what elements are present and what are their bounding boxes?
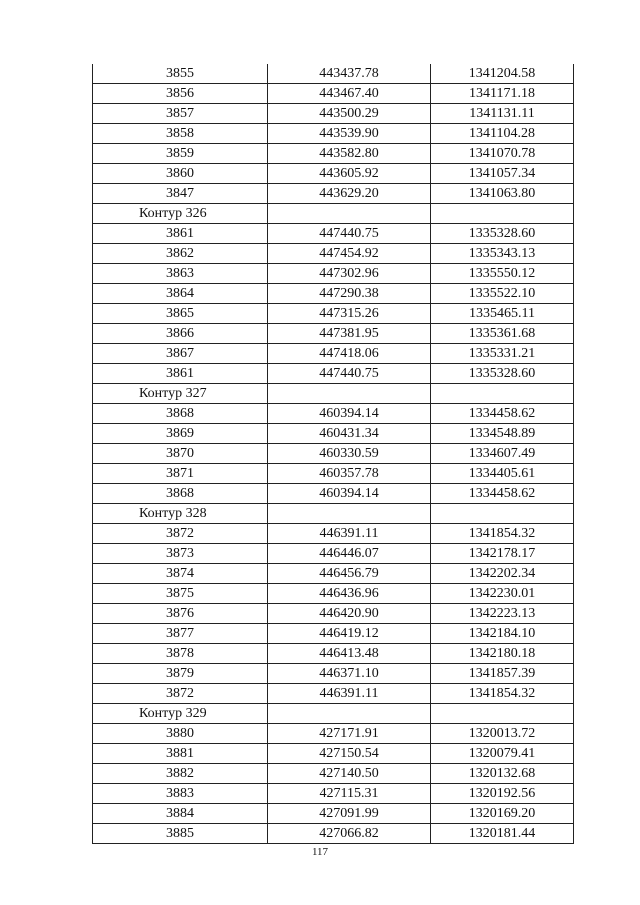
point-number-cell: 3873 — [93, 544, 268, 564]
x-coordinate-cell: 447440.75 — [268, 224, 431, 244]
y-coordinate-cell: 1342202.34 — [431, 564, 574, 584]
point-number-cell: 3869 — [93, 424, 268, 444]
x-coordinate-cell: 443605.92 — [268, 164, 431, 184]
empty-cell — [268, 704, 431, 724]
point-number-cell: 3884 — [93, 804, 268, 824]
y-coordinate-cell: 1334607.49 — [431, 444, 574, 464]
point-number-cell: 3882 — [93, 764, 268, 784]
y-coordinate-cell: 1335328.60 — [431, 224, 574, 244]
empty-cell — [431, 384, 574, 404]
table-row — [93, 404, 574, 424]
table-row — [93, 184, 574, 204]
x-coordinate-cell: 460394.14 — [268, 484, 431, 504]
y-coordinate-cell: 1334458.62 — [431, 404, 574, 424]
x-coordinate-cell: 446391.11 — [268, 684, 431, 704]
x-coordinate-cell: 443582.80 — [268, 144, 431, 164]
x-coordinate-cell: 446371.10 — [268, 664, 431, 684]
y-coordinate-cell: 1335465.11 — [431, 304, 574, 324]
contour-label: Контур 326 — [93, 204, 268, 224]
y-coordinate-cell: 1335343.13 — [431, 244, 574, 264]
x-coordinate-cell: 460431.34 — [268, 424, 431, 444]
point-number-cell: 3866 — [93, 324, 268, 344]
point-number-cell: 3877 — [93, 624, 268, 644]
table-row — [93, 724, 574, 744]
point-number-cell: 3858 — [93, 124, 268, 144]
table-row — [93, 124, 574, 144]
point-number-cell: 3876 — [93, 604, 268, 624]
x-coordinate-cell: 460394.14 — [268, 404, 431, 424]
point-number-cell: 3861 — [93, 224, 268, 244]
point-number-cell: 3862 — [93, 244, 268, 264]
empty-cell — [268, 384, 431, 404]
table-row — [93, 744, 574, 764]
table-row — [93, 524, 574, 544]
point-number-cell: 3868 — [93, 484, 268, 504]
table-row — [93, 584, 574, 604]
point-number-cell: 3870 — [93, 444, 268, 464]
y-coordinate-cell: 1341131.11 — [431, 104, 574, 124]
y-coordinate-cell: 1341857.39 — [431, 664, 574, 684]
y-coordinate-cell: 1335550.12 — [431, 264, 574, 284]
table-row — [93, 564, 574, 584]
point-number-cell: 3864 — [93, 284, 268, 304]
empty-cell — [431, 204, 574, 224]
contour-label: Контур 328 — [93, 504, 268, 524]
x-coordinate-cell: 443437.78 — [268, 64, 431, 84]
x-coordinate-cell: 447302.96 — [268, 264, 431, 284]
contour-header-row — [93, 704, 574, 724]
y-coordinate-cell: 1320013.72 — [431, 724, 574, 744]
contour-header-row — [93, 384, 574, 404]
point-number-cell: 3885 — [93, 824, 268, 844]
page-number: 117 — [311, 846, 329, 858]
x-coordinate-cell: 447290.38 — [268, 284, 431, 304]
point-number-cell: 3857 — [93, 104, 268, 124]
empty-cell — [431, 704, 574, 724]
x-coordinate-cell: 447454.92 — [268, 244, 431, 264]
y-coordinate-cell: 1334405.61 — [431, 464, 574, 484]
table-row — [93, 464, 574, 484]
table-row — [93, 624, 574, 644]
y-coordinate-cell: 1320181.44 — [431, 824, 574, 844]
y-coordinate-cell: 1320079.41 — [431, 744, 574, 764]
table-row — [93, 484, 574, 504]
table-row — [93, 244, 574, 264]
point-number-cell: 3860 — [93, 164, 268, 184]
y-coordinate-cell: 1342223.13 — [431, 604, 574, 624]
y-coordinate-cell: 1320192.56 — [431, 784, 574, 804]
y-coordinate-cell: 1342230.01 — [431, 584, 574, 604]
point-number-cell: 3871 — [93, 464, 268, 484]
y-coordinate-cell: 1341854.32 — [431, 524, 574, 544]
x-coordinate-cell: 427091.99 — [268, 804, 431, 824]
point-number-cell: 3883 — [93, 784, 268, 804]
x-coordinate-cell: 427171.91 — [268, 724, 431, 744]
y-coordinate-cell: 1341171.18 — [431, 84, 574, 104]
x-coordinate-cell: 427150.54 — [268, 744, 431, 764]
x-coordinate-cell: 447440.75 — [268, 364, 431, 384]
table-row — [93, 364, 574, 384]
point-number-cell: 3875 — [93, 584, 268, 604]
contour-header-row — [93, 204, 574, 224]
y-coordinate-cell: 1341104.28 — [431, 124, 574, 144]
x-coordinate-cell: 447315.26 — [268, 304, 431, 324]
table-row — [93, 764, 574, 784]
table-row — [93, 424, 574, 444]
contour-label: Контур 327 — [93, 384, 268, 404]
x-coordinate-cell: 447381.95 — [268, 324, 431, 344]
contour-header-row — [93, 504, 574, 524]
point-number-cell: 3847 — [93, 184, 268, 204]
y-coordinate-cell: 1335331.21 — [431, 344, 574, 364]
point-number-cell: 3872 — [93, 524, 268, 544]
table-row — [93, 224, 574, 244]
y-coordinate-cell: 1320169.20 — [431, 804, 574, 824]
table-row — [93, 344, 574, 364]
table-row — [93, 84, 574, 104]
y-coordinate-cell: 1341063.80 — [431, 184, 574, 204]
empty-cell — [268, 504, 431, 524]
y-coordinate-cell: 1342180.18 — [431, 644, 574, 664]
point-number-cell: 3868 — [93, 404, 268, 424]
x-coordinate-cell: 446456.79 — [268, 564, 431, 584]
x-coordinate-cell: 443500.29 — [268, 104, 431, 124]
empty-cell — [431, 504, 574, 524]
point-number-cell: 3879 — [93, 664, 268, 684]
x-coordinate-cell: 446436.96 — [268, 584, 431, 604]
table-row — [93, 444, 574, 464]
x-coordinate-cell: 446391.11 — [268, 524, 431, 544]
x-coordinate-cell: 443629.20 — [268, 184, 431, 204]
coordinates-table — [92, 64, 574, 844]
x-coordinate-cell: 446420.90 — [268, 604, 431, 624]
point-number-cell: 3874 — [93, 564, 268, 584]
y-coordinate-cell: 1335328.60 — [431, 364, 574, 384]
table-row — [93, 164, 574, 184]
x-coordinate-cell: 460357.78 — [268, 464, 431, 484]
point-number-cell: 3865 — [93, 304, 268, 324]
table-row — [93, 544, 574, 564]
table-row — [93, 784, 574, 804]
x-coordinate-cell: 427115.31 — [268, 784, 431, 804]
point-number-cell: 3881 — [93, 744, 268, 764]
x-coordinate-cell: 427066.82 — [268, 824, 431, 844]
table-row — [93, 824, 574, 844]
contour-label: Контур 329 — [93, 704, 268, 724]
y-coordinate-cell: 1342178.17 — [431, 544, 574, 564]
table-row — [93, 324, 574, 344]
point-number-cell: 3856 — [93, 84, 268, 104]
x-coordinate-cell: 443467.40 — [268, 84, 431, 104]
y-coordinate-cell: 1320132.68 — [431, 764, 574, 784]
y-coordinate-cell: 1341070.78 — [431, 144, 574, 164]
y-coordinate-cell: 1335361.68 — [431, 324, 574, 344]
x-coordinate-cell: 446446.07 — [268, 544, 431, 564]
point-number-cell: 3872 — [93, 684, 268, 704]
table-row — [93, 804, 574, 824]
table-row — [93, 684, 574, 704]
point-number-cell: 3855 — [93, 64, 268, 84]
x-coordinate-cell: 447418.06 — [268, 344, 431, 364]
table-row — [93, 304, 574, 324]
x-coordinate-cell: 443539.90 — [268, 124, 431, 144]
point-number-cell: 3861 — [93, 364, 268, 384]
table-row — [93, 104, 574, 124]
table-row — [93, 64, 574, 84]
point-number-cell: 3878 — [93, 644, 268, 664]
x-coordinate-cell: 446413.48 — [268, 644, 431, 664]
point-number-cell: 3867 — [93, 344, 268, 364]
y-coordinate-cell: 1341854.32 — [431, 684, 574, 704]
table-row — [93, 264, 574, 284]
table-row — [93, 604, 574, 624]
empty-cell — [268, 204, 431, 224]
x-coordinate-cell: 460330.59 — [268, 444, 431, 464]
y-coordinate-cell: 1335522.10 — [431, 284, 574, 304]
table-row — [93, 144, 574, 164]
y-coordinate-cell: 1341204.58 — [431, 64, 574, 84]
y-coordinate-cell: 1334458.62 — [431, 484, 574, 504]
point-number-cell: 3859 — [93, 144, 268, 164]
y-coordinate-cell: 1342184.10 — [431, 624, 574, 644]
table-row — [93, 284, 574, 304]
y-coordinate-cell: 1341057.34 — [431, 164, 574, 184]
table-row — [93, 644, 574, 664]
point-number-cell: 3863 — [93, 264, 268, 284]
table-row — [93, 664, 574, 684]
x-coordinate-cell: 446419.12 — [268, 624, 431, 644]
table-body — [93, 64, 574, 844]
y-coordinate-cell: 1334548.89 — [431, 424, 574, 444]
x-coordinate-cell: 427140.50 — [268, 764, 431, 784]
point-number-cell: 3880 — [93, 724, 268, 744]
